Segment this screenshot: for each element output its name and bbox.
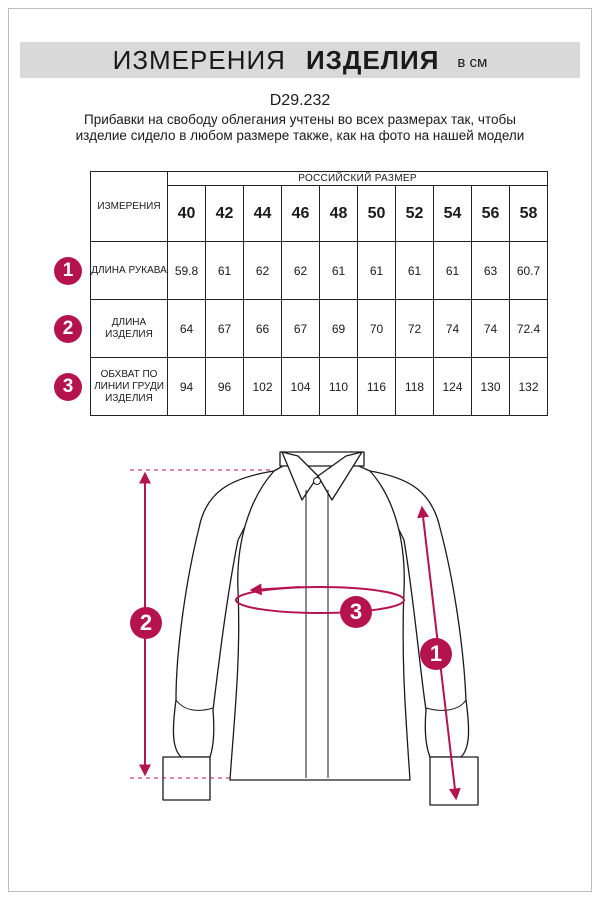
size-header: 56 [472,186,510,242]
table-cell: 67 [282,300,320,358]
size-header: 58 [510,186,548,242]
table-cell: 130 [472,358,510,416]
table-cell: 62 [282,242,320,300]
table-cell: 61 [434,242,472,300]
row-label: ДЛИНА РУКАВА [91,242,168,300]
diagram-marker-length: 2 [130,607,162,639]
size-header: 52 [396,186,434,242]
table-cell: 61 [396,242,434,300]
table-cell: 132 [510,358,548,416]
table-cell: 124 [434,358,472,416]
row-label: ДЛИНА ИЗДЕЛИЯ [91,300,168,358]
table-cell: 72.4 [510,300,548,358]
size-group-label: РОССИЙСКИЙ РАЗМЕР [168,172,548,186]
table-cell: 102 [244,358,282,416]
title-product: ИЗДЕЛИЯ [305,44,440,75]
button-icon [314,478,321,485]
title-unit: в см [457,53,488,71]
table-cell: 110 [320,358,358,416]
size-header: 50 [358,186,396,242]
fit-note: Прибавки на свободу облегания учтены во всех размерах так, чтобы изделие сидело в любом размере также, как на фото на нашей модели [75,112,525,143]
table-cell: 64 [168,300,206,358]
table-cell: 94 [168,358,206,416]
table-cell: 104 [282,358,320,416]
table-cell: 59.8 [168,242,206,300]
size-header: 40 [168,186,206,242]
size-header: 46 [282,186,320,242]
table-cell: 74 [434,300,472,358]
title-measurements: ИЗМЕРЕНИЯ [112,44,286,75]
table-cell: 61 [206,242,244,300]
table-cell: 118 [396,358,434,416]
size-header: 44 [244,186,282,242]
table-cell: 63 [472,242,510,300]
row-number-badge: 3 [54,373,82,401]
diagram-marker-chest: 3 [340,596,372,628]
table-cell: 69 [320,300,358,358]
diagram-marker-sleeve: 1 [420,638,452,670]
table-cell: 70 [358,300,396,358]
row-label: ОБХВАТ ПО ЛИНИИ ГРУДИ ИЗДЕЛИЯ [91,358,168,416]
table-cell: 61 [320,242,358,300]
table-cell: 67 [206,300,244,358]
article-code: D29.232 [269,92,331,109]
table-cell: 96 [206,358,244,416]
table-cell: 66 [244,300,282,358]
table-cell: 62 [244,242,282,300]
row-number-badge: 2 [54,315,82,343]
table-cell: 60.7 [510,242,548,300]
corner-label: ИЗМЕРЕНИЯ [91,172,168,242]
table-cell: 116 [358,358,396,416]
table-cell: 74 [472,300,510,358]
shirt-body [230,462,410,780]
row-number-badge: 1 [54,257,82,285]
table-cell: 72 [396,300,434,358]
size-header: 54 [434,186,472,242]
size-header: 42 [206,186,244,242]
table-cell: 61 [358,242,396,300]
size-header: 48 [320,186,358,242]
